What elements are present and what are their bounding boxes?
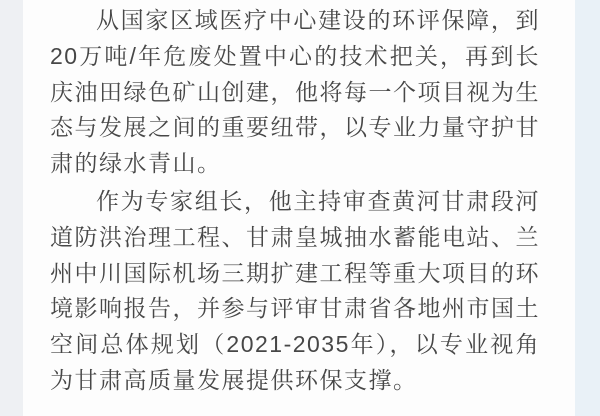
- article-body: [50, 3, 540, 401]
- article-paragraph-2: 作为专家组长，他主持审查黄河甘肃段河道防洪治理工程、甘肃皇城抽水蓄能电站、兰州中川国际机场三期扩建工程等重大项目的环境影响报告，并参与评审甘肃省各地州市国土空间总体规划（2021-2035年），以专业视角为甘肃高质量发展提供环保支撑。: [50, 187, 540, 393]
- page-right-gutter: [575, 0, 600, 416]
- page-left-gutter: [0, 0, 23, 416]
- article-card: [23, 0, 575, 416]
- article-paragraph-1: 从国家区域医疗中心建设的环评保障，到20万吨/年危废处置中心的技术把关，再到长庆油田绿色矿山创建，他将每一个项目视为生态与发展之间的重要纽带，以专业力量守护甘肃的绿水青山。: [50, 7, 540, 177]
